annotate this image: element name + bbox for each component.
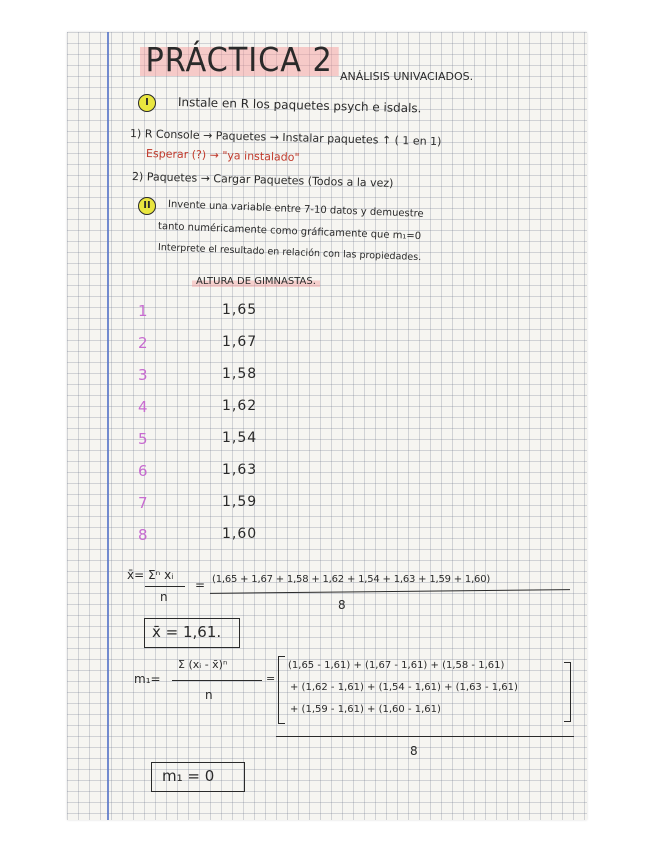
- moment-result: m₁ = 0: [162, 767, 215, 785]
- moment-lhs-numerator: Σ (xᵢ - x̄)ⁿ: [178, 658, 228, 671]
- moment-line-1: (1,65 - 1,61) + (1,67 - 1,61) + (1,58 - 1,61): [288, 660, 505, 671]
- table-row-index: 5: [138, 430, 148, 448]
- table-row-value: 1,59: [222, 494, 258, 510]
- section-2-line-1: Invente una variable entre 7-10 datos y demuestre: [167, 199, 424, 220]
- mean-result: x̄ = 1,61.: [152, 623, 222, 641]
- table-row-value: 1,60: [222, 526, 258, 542]
- table-row-index: 2: [138, 334, 148, 352]
- mean-lhs-fraction-bar: [145, 586, 185, 587]
- table-row-index: 8: [138, 526, 148, 544]
- table-row-index: 1: [138, 302, 148, 320]
- table-row-value: 1,65: [222, 302, 258, 318]
- page-subtitle: ANÁLISIS UNIVACIADOS.: [340, 70, 474, 83]
- table-header: ALTURA DE GIMNASTAS.: [192, 276, 320, 287]
- table-row-index: 6: [138, 462, 148, 480]
- section-1-step-1: 1) R Console → Paquetes → Instalar paquetes ↑ ( 1 en 1): [129, 127, 442, 149]
- mean-equals: =: [195, 578, 206, 592]
- moment-lhs-fraction-bar: [172, 680, 262, 681]
- section-2-line-2: tanto numéricamente como gráficamente que m₁=0: [157, 221, 422, 243]
- table-row-value: 1,63: [222, 462, 258, 478]
- table-row-value: 1,67: [222, 334, 258, 350]
- moment-lhs-denominator: n: [205, 688, 213, 702]
- moment-line-3: + (1,59 - 1,61) + (1,60 - 1,61): [290, 704, 441, 715]
- table-row-value: 1,54: [222, 430, 258, 446]
- moment-right-bracket: [564, 662, 571, 722]
- moment-lhs: m₁=: [134, 672, 161, 686]
- section-2-numeral: II: [138, 197, 156, 215]
- section-2-line-3: Interprete el resultado en relación con las propiedades.: [157, 242, 422, 264]
- mean-numerator: (1,65 + 1,67 + 1,58 + 1,62 + 1,54 + 1,63 + 1,59 + 1,60): [212, 574, 491, 585]
- moment-left-bracket: [278, 656, 285, 724]
- mean-denominator: 8: [338, 598, 346, 612]
- section-1-text: Instale en R los paquetes psych e isdals.: [177, 95, 422, 116]
- page-title: PRÁCTICA 2: [140, 40, 338, 79]
- margin-line: [107, 32, 109, 820]
- table-row-index: 7: [138, 494, 148, 512]
- moment-line-2: + (1,62 - 1,61) + (1,54 - 1,61) + (1,63 - 1,61): [290, 682, 518, 693]
- moment-equals: =: [266, 672, 276, 685]
- section-1-numeral: I: [138, 94, 156, 112]
- table-row-value: 1,58: [222, 366, 258, 382]
- mean-lhs: x̄= Σⁿ xᵢ: [127, 568, 174, 582]
- table-row-index: 3: [138, 366, 148, 384]
- notebook-page: [67, 32, 587, 820]
- moment-fraction-bar: [276, 736, 574, 737]
- table-row-index: 4: [138, 398, 148, 416]
- moment-denominator: 8: [410, 744, 418, 758]
- table-row-value: 1,62: [222, 398, 258, 414]
- section-1-step-1-note: Esperar (?) → "ya instalado": [145, 147, 300, 165]
- section-1-step-2: 2) Paquetes → Cargar Paquetes (Todos a la vez): [131, 170, 394, 190]
- mean-lhs-denominator: n: [160, 590, 168, 604]
